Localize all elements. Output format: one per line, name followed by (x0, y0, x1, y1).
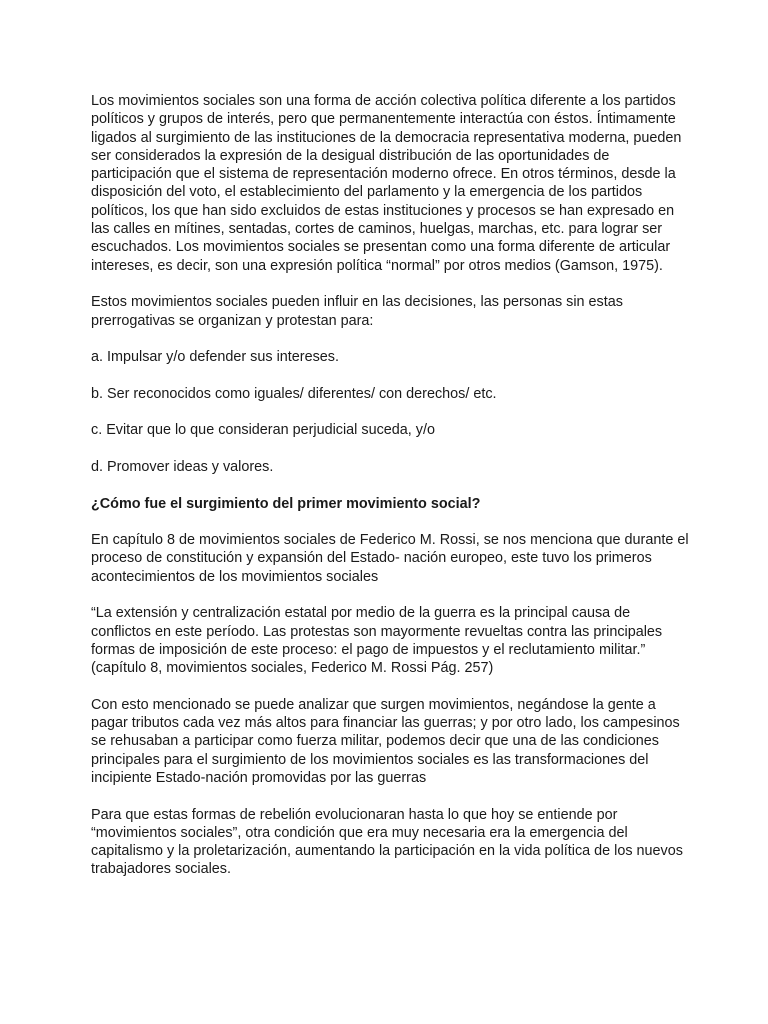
list-item: b. Ser reconocidos como iguales/ diferentes/ con derechos/ etc. (91, 385, 497, 402)
closing-paragraph: Para que estas formas de rebelión evolucionaran hasta lo que hoy se entiende por “movimientos sociales”, otra condición que era muy necesaria era la emergencia del capitalismo y la proletarización, aumentando la participación en la vida política de los nuevos trabajadores sociales. (91, 806, 683, 878)
influence-paragraph: Estos movimientos sociales pueden influir en las decisiones, las personas sin estas prerrogativas se organizan y protestan para: (91, 294, 623, 329)
list-item: c. Evitar que lo que consideran perjudicial suceda, y/o (91, 422, 435, 439)
intro-paragraph: Los movimientos sociales son una forma de acción colectiva política diferente a los partidos políticos y grupos de interés, pero que permanentemente interactúa con éstos. Íntimamente ligados al surgimiento de las instituciones de la democracia representativa moderna, pueden ser considerados la expresión de la desigual distribución de las oportunidades de participación que el sistema de representación moderno ofrece. En otros términos, desde la disposición del voto, el establecimiento del parlamento y la emergencia de los partidos políticos, los que han sido excluidos de estas instituciones y procesos se han expresado en las calles en mítines, sentadas, cortes de caminos, huelgas, marchas, etc. para lograr ser escuchados. Los movimientos sociales se presentan como una forma diferente de articular intereses, es decir, son una expresión política “normal” por otros medios (Gamson, 1975). (91, 93, 682, 274)
citation: (capítulo 8, movimientos sociales, Federico M. Rossi Pág. 257) (91, 660, 494, 677)
quote-paragraph: “La extensión y centralización estatal por medio de la guerra es la principal causa de conflictos en este período. Las protestas son mayormente revueltas contra las principales formas de imposición de este proceso: el pago de impuestos y el reclutamiento militar.” (91, 605, 663, 658)
section-heading: ¿Cómo fue el surgimiento del primer movimiento social? (91, 495, 481, 512)
analysis-paragraph: Con esto mencionado se puede analizar que surgen movimientos, negándose la gente a pagar tributos cada vez más altos para financiar las guerras; y por otro lado, los campesinos se rehusaban a participar como fuerza militar, podemos decir que una de las condiciones principales para el surgimiento de los movimientos sociales es las transformaciones del incipiente Estado-nación promovidas por las guerras (91, 696, 680, 786)
rossi-paragraph: En capítulo 8 de movimientos sociales de Federico M. Rossi, se nos menciona que durante el proceso de constitución y expansión del Estado- nación europeo, este tuvo los primeros acontecimientos de los movimientos sociales (91, 532, 689, 585)
document-page (91, 92, 691, 897)
list-item: d. Promover ideas y valores. (91, 458, 274, 475)
list-item: a. Impulsar y/o defender sus intereses. (91, 349, 339, 366)
